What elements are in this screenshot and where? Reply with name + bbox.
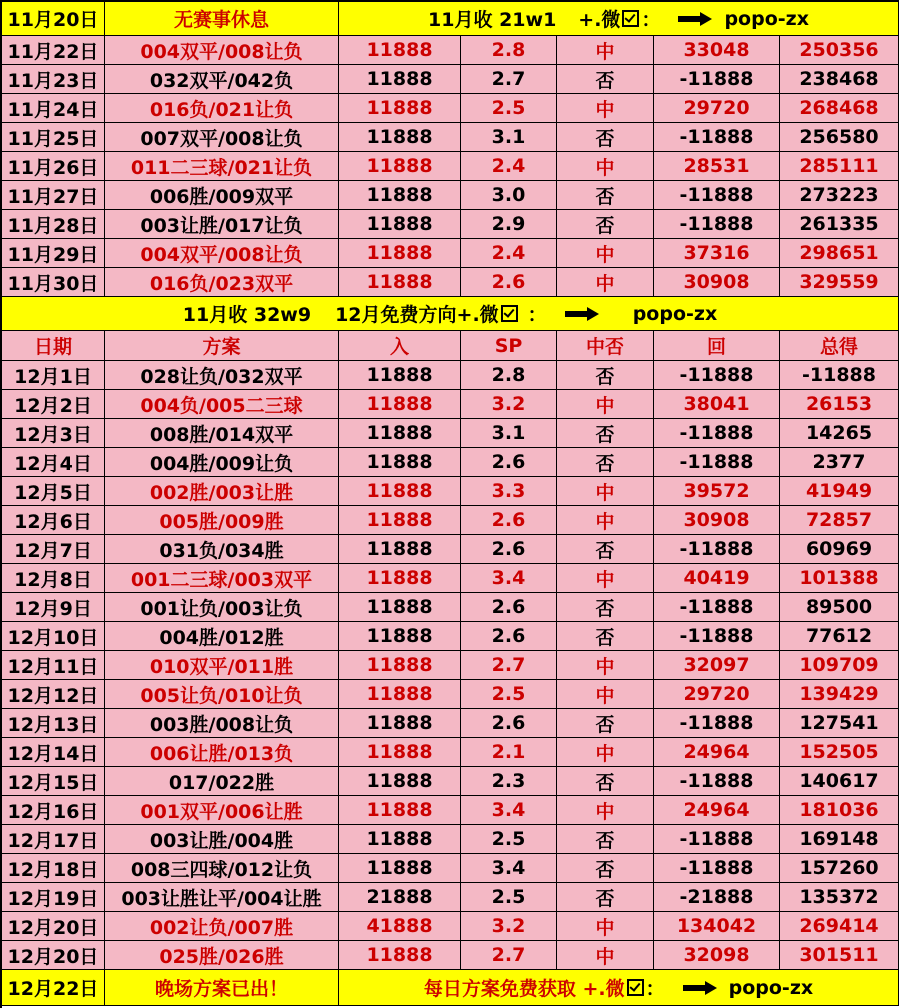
- cell-return: -11888: [654, 181, 780, 209]
- cell-date: 11月27日: [2, 181, 105, 209]
- cell-in: 11888: [339, 419, 461, 447]
- cell-total: 14265: [780, 419, 899, 447]
- right-arrow-icon: [678, 12, 712, 26]
- cell-in: 11888: [339, 65, 461, 93]
- cell-return: 32097: [654, 651, 780, 679]
- cell-sp: 3.2: [461, 390, 557, 418]
- cell-plan: 003让胜/017让负: [105, 210, 339, 238]
- cell-total: 60969: [780, 535, 899, 563]
- cell-date: 12月20日: [2, 912, 105, 940]
- cell-plan: 001二三球/003双平: [105, 564, 339, 592]
- cell-date: 11月24日: [2, 94, 105, 122]
- cell-hit: 中: [557, 651, 654, 679]
- table-row: [2, 854, 899, 883]
- cell-date: 11月28日: [2, 210, 105, 238]
- header-in: 入: [339, 331, 461, 360]
- cell-plan: 001双平/006让胜: [105, 796, 339, 824]
- cell-sp: 3.2: [461, 912, 557, 940]
- cell-plan: 032双平/042负: [105, 65, 339, 93]
- cell-hit: 否: [557, 709, 654, 737]
- cell-total: 41949: [780, 477, 899, 505]
- cell-return: 29720: [654, 94, 780, 122]
- cell-sp: 2.9: [461, 210, 557, 238]
- table-row: [2, 941, 899, 970]
- table-row: [2, 796, 899, 825]
- cell-plan: 006让胜/013负: [105, 738, 339, 766]
- cell-plan: 017/022胜: [105, 767, 339, 795]
- header-date: 日期: [2, 331, 105, 360]
- cell-in: 11888: [339, 680, 461, 708]
- cell-sp: 2.6: [461, 622, 557, 650]
- table-header: [2, 331, 899, 361]
- table-row: [2, 709, 899, 738]
- top-banner-promo: [339, 2, 899, 35]
- table-row: [2, 94, 899, 123]
- cell-return: 37316: [654, 239, 780, 267]
- header-hit: 中否: [557, 331, 654, 360]
- cell-plan: 004双平/008让负: [105, 36, 339, 64]
- cell-date: 12月1日: [2, 361, 105, 389]
- cell-date: 11月25日: [2, 123, 105, 151]
- cell-plan: 003让胜/004胜: [105, 825, 339, 853]
- cell-hit: 否: [557, 535, 654, 563]
- cell-date: 12月13日: [2, 709, 105, 737]
- cell-total: 273223: [780, 181, 899, 209]
- table-row: [2, 419, 899, 448]
- table-row: [2, 680, 899, 709]
- cell-in: 11888: [339, 854, 461, 882]
- cell-total: 301511: [780, 941, 899, 969]
- cell-hit: 中: [557, 941, 654, 969]
- cell-return: 39572: [654, 477, 780, 505]
- cell-total: -11888: [780, 361, 899, 389]
- cell-hit: 否: [557, 593, 654, 621]
- cell-in: 11888: [339, 390, 461, 418]
- cell-return: -11888: [654, 535, 780, 563]
- cell-plan: 004负/005二三球: [105, 390, 339, 418]
- table-row: [2, 181, 899, 210]
- cell-in: 11888: [339, 181, 461, 209]
- cell-plan: 008胜/014双平: [105, 419, 339, 447]
- top-banner-contact-prefix: +.微: [578, 9, 621, 31]
- cell-sp: 2.7: [461, 651, 557, 679]
- cell-total: 157260: [780, 854, 899, 882]
- cell-total: 329559: [780, 268, 899, 296]
- cell-return: -11888: [654, 622, 780, 650]
- cell-date: 12月9日: [2, 593, 105, 621]
- table-row: [2, 622, 899, 651]
- cell-hit: 中: [557, 268, 654, 296]
- bottom-banner-promo: [339, 970, 899, 1005]
- cell-plan: 016负/023双平: [105, 268, 339, 296]
- cell-in: 11888: [339, 123, 461, 151]
- cell-date: 12月11日: [2, 651, 105, 679]
- table-row: [2, 477, 899, 506]
- cell-return: -11888: [654, 210, 780, 238]
- cell-in: 11888: [339, 651, 461, 679]
- cell-sp: 2.7: [461, 941, 557, 969]
- cell-in: 11888: [339, 448, 461, 476]
- cell-hit: 中: [557, 912, 654, 940]
- table-row: [2, 448, 899, 477]
- cell-return: 33048: [654, 36, 780, 64]
- checkbox-icon: [627, 979, 644, 996]
- right-arrow-icon: [565, 307, 599, 321]
- cell-total: 261335: [780, 210, 899, 238]
- cell-total: 135372: [780, 883, 899, 911]
- cell-hit: 否: [557, 419, 654, 447]
- top-banner-sep: ：: [641, 9, 661, 31]
- cell-total: 72857: [780, 506, 899, 534]
- table-row: [2, 239, 899, 268]
- cell-sp: 2.5: [461, 680, 557, 708]
- cell-hit: 中: [557, 564, 654, 592]
- cell-return: 24964: [654, 738, 780, 766]
- cell-date: 12月17日: [2, 825, 105, 853]
- cell-plan: 025胜/026胜: [105, 941, 339, 969]
- table-row: [2, 883, 899, 912]
- cell-hit: 否: [557, 65, 654, 93]
- cell-plan: 011二三球/021让负: [105, 152, 339, 180]
- cell-return: -21888: [654, 883, 780, 911]
- table-row: [2, 152, 899, 181]
- top-banner-note: 无赛事休息: [105, 2, 339, 35]
- cell-hit: 否: [557, 622, 654, 650]
- cell-hit: 否: [557, 883, 654, 911]
- cell-plan: 006胜/009双平: [105, 181, 339, 209]
- cell-sp: 2.6: [461, 506, 557, 534]
- cell-date: 12月15日: [2, 767, 105, 795]
- cell-in: 11888: [339, 210, 461, 238]
- cell-sp: 2.5: [461, 883, 557, 911]
- cell-plan: 003让胜让平/004让胜: [105, 883, 339, 911]
- cell-date: 12月19日: [2, 883, 105, 911]
- cell-in: 11888: [339, 564, 461, 592]
- cell-sp: 2.1: [461, 738, 557, 766]
- table-row: [2, 210, 899, 239]
- cell-plan: 007双平/008让负: [105, 123, 339, 151]
- cell-sp: 3.4: [461, 854, 557, 882]
- cell-hit: 否: [557, 361, 654, 389]
- cell-plan: 004胜/012胜: [105, 622, 339, 650]
- cell-date: 11月26日: [2, 152, 105, 180]
- cell-hit: 否: [557, 448, 654, 476]
- cell-date: 12月7日: [2, 535, 105, 563]
- cell-date: 12月2日: [2, 390, 105, 418]
- cell-total: 89500: [780, 593, 899, 621]
- table-row: [2, 767, 899, 796]
- right-arrow-icon: [683, 981, 717, 995]
- mid-banner: [2, 297, 899, 331]
- cell-return: 28531: [654, 152, 780, 180]
- cell-return: -11888: [654, 123, 780, 151]
- cell-date: 12月8日: [2, 564, 105, 592]
- table-row: [2, 825, 899, 854]
- cell-sp: 2.3: [461, 767, 557, 795]
- table-row: [2, 593, 899, 622]
- cell-hit: 否: [557, 210, 654, 238]
- table-row: [2, 123, 899, 152]
- cell-return: 40419: [654, 564, 780, 592]
- cell-total: 2377: [780, 448, 899, 476]
- cell-return: -11888: [654, 448, 780, 476]
- cell-sp: 2.8: [461, 361, 557, 389]
- cell-in: 11888: [339, 796, 461, 824]
- cell-sp: 3.1: [461, 123, 557, 151]
- table-row: [2, 651, 899, 680]
- mid-banner-sep: ：: [527, 304, 547, 326]
- cell-hit: 中: [557, 796, 654, 824]
- cell-in: 11888: [339, 239, 461, 267]
- cell-return: 134042: [654, 912, 780, 940]
- cell-hit: 中: [557, 152, 654, 180]
- cell-sp: 2.6: [461, 268, 557, 296]
- cell-date: 12月6日: [2, 506, 105, 534]
- cell-return: 38041: [654, 390, 780, 418]
- cell-date: 11月23日: [2, 65, 105, 93]
- table-row: [2, 738, 899, 767]
- bottom-banner-sep: ：: [645, 978, 665, 1000]
- cell-in: 21888: [339, 883, 461, 911]
- checkbox-icon: [622, 10, 639, 27]
- cell-hit: 否: [557, 854, 654, 882]
- cell-plan: 005胜/009胜: [105, 506, 339, 534]
- cell-return: 32098: [654, 941, 780, 969]
- mid-banner-promo: [2, 297, 899, 330]
- cell-sp: 3.4: [461, 796, 557, 824]
- cell-date: 11月30日: [2, 268, 105, 296]
- cell-total: 169148: [780, 825, 899, 853]
- cell-in: 11888: [339, 477, 461, 505]
- cell-total: 140617: [780, 767, 899, 795]
- november-table: [2, 36, 899, 297]
- cell-total: 101388: [780, 564, 899, 592]
- cell-hit: 否: [557, 767, 654, 795]
- cell-in: 11888: [339, 361, 461, 389]
- cell-in: 11888: [339, 622, 461, 650]
- cell-date: 11月29日: [2, 239, 105, 267]
- cell-plan: 002胜/003让胜: [105, 477, 339, 505]
- cell-return: -11888: [654, 419, 780, 447]
- cell-return: -11888: [654, 854, 780, 882]
- cell-sp: 2.6: [461, 593, 557, 621]
- cell-return: -11888: [654, 825, 780, 853]
- cell-plan: 016负/021让负: [105, 94, 339, 122]
- cell-plan: 004胜/009让负: [105, 448, 339, 476]
- cell-hit: 中: [557, 390, 654, 418]
- cell-date: 12月10日: [2, 622, 105, 650]
- cell-sp: 2.6: [461, 535, 557, 563]
- table-row: [2, 36, 899, 65]
- cell-hit: 中: [557, 477, 654, 505]
- cell-sp: 3.0: [461, 181, 557, 209]
- header-return: 回: [654, 331, 780, 360]
- cell-sp: 3.1: [461, 419, 557, 447]
- cell-hit: 中: [557, 36, 654, 64]
- header-total: 总得: [780, 331, 899, 360]
- table-row: [2, 535, 899, 564]
- cell-total: 26153: [780, 390, 899, 418]
- table-row: [2, 268, 899, 297]
- cell-hit: 中: [557, 506, 654, 534]
- cell-total: 238468: [780, 65, 899, 93]
- header-sp: SP: [461, 331, 557, 360]
- cell-total: 127541: [780, 709, 899, 737]
- cell-return: 30908: [654, 506, 780, 534]
- cell-plan: 003胜/008让负: [105, 709, 339, 737]
- table-row: [2, 390, 899, 419]
- cell-plan: 001让负/003让负: [105, 593, 339, 621]
- cell-date: 12月3日: [2, 419, 105, 447]
- mid-banner-direction: 12月免费方向+.微: [335, 304, 499, 326]
- cell-return: 24964: [654, 796, 780, 824]
- cell-sp: 2.5: [461, 94, 557, 122]
- cell-date: 12月4日: [2, 448, 105, 476]
- top-banner-date: 11月20日: [2, 2, 105, 35]
- cell-plan: 008三四球/012让负: [105, 854, 339, 882]
- cell-plan: 004双平/008让负: [105, 239, 339, 267]
- cell-in: 11888: [339, 506, 461, 534]
- cell-plan: 002让负/007胜: [105, 912, 339, 940]
- cell-return: 29720: [654, 680, 780, 708]
- cell-sp: 2.4: [461, 239, 557, 267]
- cell-plan: 028让负/032双平: [105, 361, 339, 389]
- cell-return: -11888: [654, 593, 780, 621]
- cell-in: 11888: [339, 825, 461, 853]
- cell-date: 12月16日: [2, 796, 105, 824]
- december-table: [2, 361, 899, 970]
- cell-in: 11888: [339, 94, 461, 122]
- table-row: [2, 564, 899, 593]
- cell-in: 11888: [339, 941, 461, 969]
- cell-total: 285111: [780, 152, 899, 180]
- cell-sp: 2.6: [461, 709, 557, 737]
- cell-hit: 否: [557, 825, 654, 853]
- cell-in: 11888: [339, 593, 461, 621]
- cell-plan: 010双平/011胜: [105, 651, 339, 679]
- cell-total: 269414: [780, 912, 899, 940]
- top-banner: [2, 2, 899, 36]
- bottom-banner-promo-text: 每日方案免费获取 +.微: [423, 978, 625, 1000]
- table-row: [2, 506, 899, 535]
- table-row: [2, 361, 899, 390]
- top-banner-handle: popo-zx: [724, 7, 809, 30]
- cell-plan: 005让负/010让负: [105, 680, 339, 708]
- cell-in: 11888: [339, 738, 461, 766]
- cell-date: 11月22日: [2, 36, 105, 64]
- cell-return: -11888: [654, 767, 780, 795]
- bottom-banner-note: 晚场方案已出！: [105, 970, 339, 1005]
- cell-total: 77612: [780, 622, 899, 650]
- checkbox-icon: [501, 305, 518, 322]
- mid-banner-handle: popo-zx: [632, 302, 718, 325]
- cell-total: 181036: [780, 796, 899, 824]
- cell-sp: 2.4: [461, 152, 557, 180]
- cell-date: 12月18日: [2, 854, 105, 882]
- mid-banner-summary: 11月收 32w9: [182, 304, 312, 326]
- cell-total: 298651: [780, 239, 899, 267]
- table-row: [2, 912, 899, 941]
- cell-return: -11888: [654, 361, 780, 389]
- top-banner-summary: 11月收 21w1: [428, 9, 557, 31]
- cell-in: 11888: [339, 535, 461, 563]
- cell-in: 11888: [339, 709, 461, 737]
- cell-hit: 中: [557, 94, 654, 122]
- cell-sp: 3.4: [461, 564, 557, 592]
- cell-date: 12月12日: [2, 680, 105, 708]
- table-row: [2, 65, 899, 94]
- cell-in: 11888: [339, 268, 461, 296]
- cell-return: -11888: [654, 709, 780, 737]
- cell-date: 12月5日: [2, 477, 105, 505]
- cell-hit: 中: [557, 680, 654, 708]
- cell-hit: 中: [557, 239, 654, 267]
- cell-date: 12月14日: [2, 738, 105, 766]
- cell-in: 11888: [339, 152, 461, 180]
- cell-return: 30908: [654, 268, 780, 296]
- cell-date: 12月20日: [2, 941, 105, 969]
- cell-return: -11888: [654, 65, 780, 93]
- cell-sp: 2.8: [461, 36, 557, 64]
- bottom-banner-handle: popo-zx: [728, 976, 814, 999]
- cell-hit: 否: [557, 181, 654, 209]
- cell-in: 11888: [339, 767, 461, 795]
- cell-sp: 2.7: [461, 65, 557, 93]
- cell-hit: 中: [557, 738, 654, 766]
- header-plan: 方案: [105, 331, 339, 360]
- cell-total: 139429: [780, 680, 899, 708]
- cell-total: 256580: [780, 123, 899, 151]
- bottom-banner: [2, 970, 899, 1006]
- cell-in: 11888: [339, 36, 461, 64]
- cell-total: 152505: [780, 738, 899, 766]
- cell-sp: 2.5: [461, 825, 557, 853]
- cell-in: 41888: [339, 912, 461, 940]
- cell-hit: 否: [557, 123, 654, 151]
- bottom-banner-date: 12月22日: [2, 970, 105, 1005]
- cell-sp: 2.6: [461, 448, 557, 476]
- cell-total: 268468: [780, 94, 899, 122]
- cell-sp: 3.3: [461, 477, 557, 505]
- cell-total: 250356: [780, 36, 899, 64]
- cell-plan: 031负/034胜: [105, 535, 339, 563]
- cell-total: 109709: [780, 651, 899, 679]
